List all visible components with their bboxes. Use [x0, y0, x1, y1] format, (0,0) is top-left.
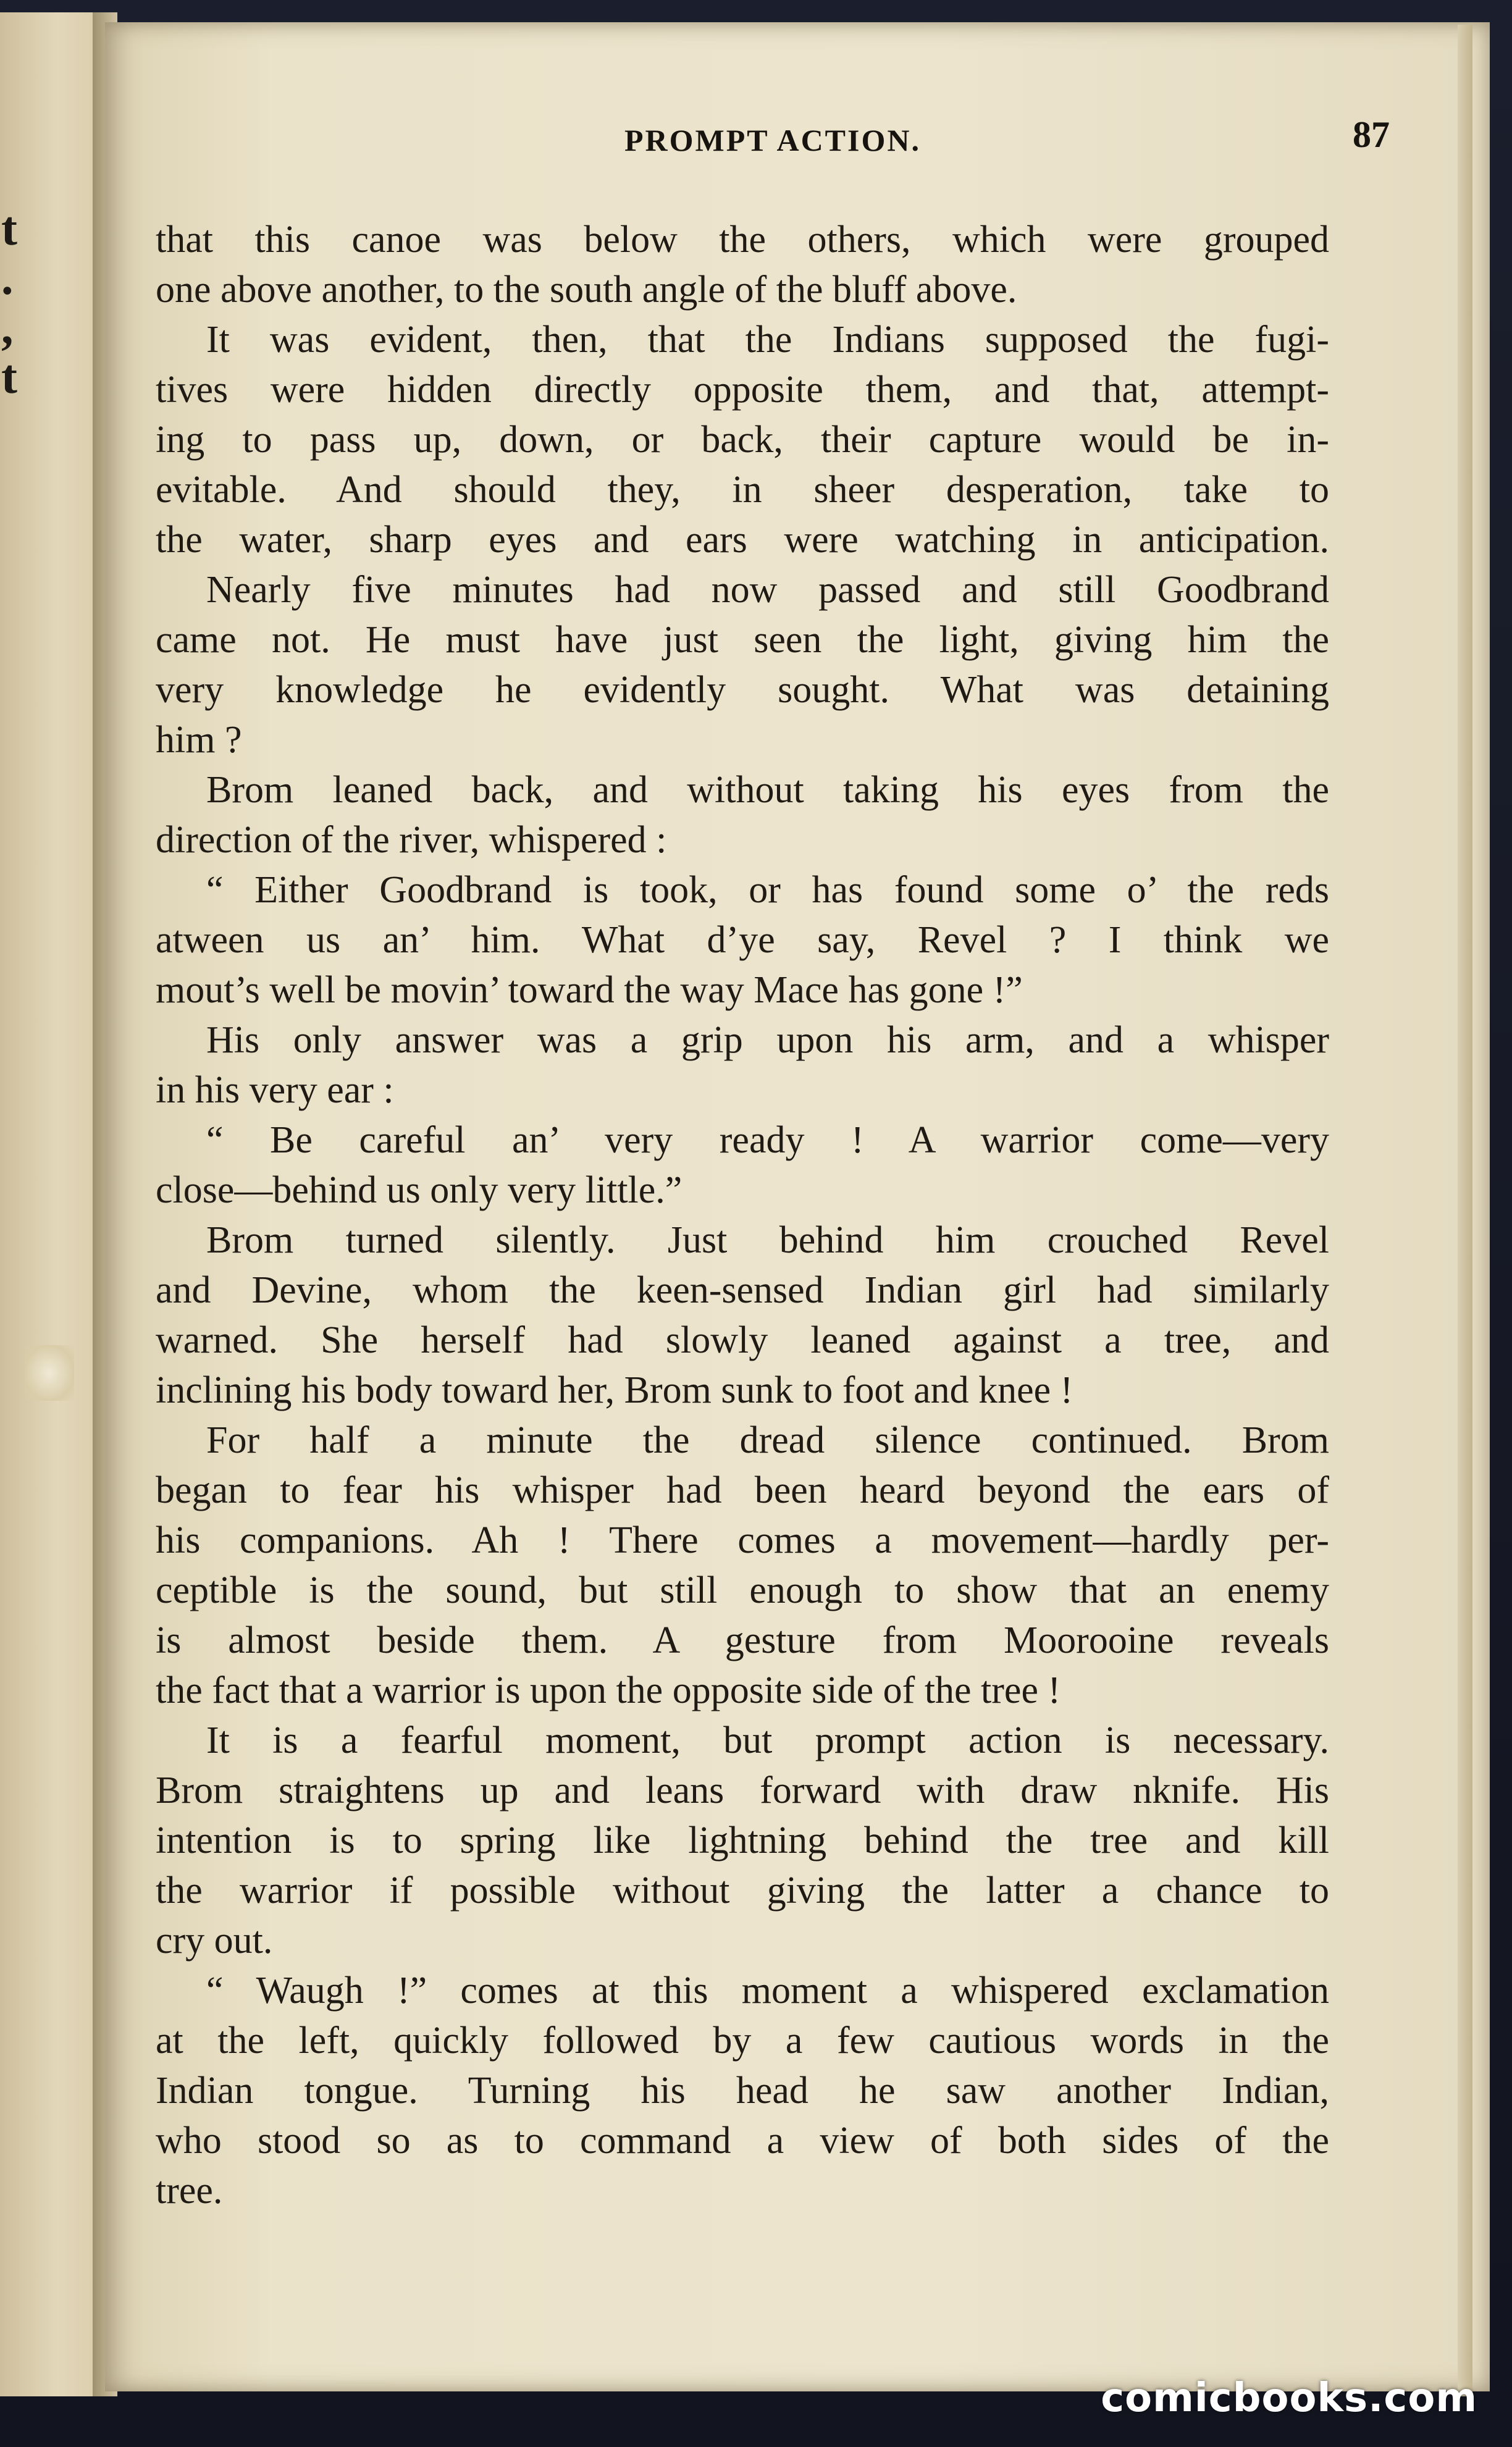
text-line: It is a fearful moment, but prompt action is necessary. — [206, 1719, 1329, 1761]
text-line: “ Be careful an’ very ready ! A warrior come—very — [206, 1119, 1329, 1161]
text-line: in his very ear : — [156, 1069, 394, 1111]
text-line: “ Either Goodbrand is took, or has found some o’ the reds — [206, 869, 1329, 911]
left-fragment: . — [1, 251, 14, 304]
text-line: Indian tongue. Turning his head he saw another Indian, — [156, 2070, 1329, 2112]
text-line: and Devine, whom the keen-sensed Indian girl had similarly — [156, 1269, 1329, 1311]
text-line: tives were hidden directly opposite them, and that, attempt- — [156, 369, 1329, 411]
page-fold-mark — [25, 1345, 74, 1401]
text-line: the fact that a warrior is upon the opposite side of the tree ! — [156, 1669, 1061, 1711]
left-page-text-fragments — [1, 201, 26, 403]
book-page — [105, 22, 1490, 2391]
left-fragment: t — [1, 350, 17, 403]
left-fragment: t — [1, 201, 17, 255]
text-line: very knowledge he evidently sought. What was detaining — [156, 669, 1329, 711]
text-line: him ? — [156, 719, 242, 761]
text-line: Brom turned silently. Just behind him crouched Revel — [206, 1219, 1329, 1261]
text-line: is almost beside them. A gesture from Moorooine reveals — [156, 1619, 1329, 1661]
text-line: cry out. — [156, 1920, 273, 1962]
body-text — [156, 215, 1329, 2216]
text-line: at the left, quickly followed by a few cautious words in the — [156, 2020, 1329, 2062]
text-line: warned. She herself had slowly leaned against a tree, and — [156, 1319, 1329, 1361]
text-line: atween us an’ him. What d’ye say, Revel ? I think we — [156, 919, 1329, 961]
text-line: Nearly five minutes had now passed and still Goodbrand — [206, 569, 1329, 611]
text-line: ceptible is the sound, but still enough to show that an enemy — [156, 1569, 1329, 1611]
text-line: came not. He must have just seen the light, giving him the — [156, 619, 1329, 661]
text-line: evitable. And should they, in sheer desperation, take to — [156, 469, 1329, 511]
text-line: direction of the river, whispered : — [156, 819, 667, 861]
page-number: 87 — [1353, 114, 1390, 155]
text-line: Brom straightens up and leans forward with draw nknife. His — [156, 1769, 1329, 1811]
text-line: His only answer was a grip upon his arm, and a whisper — [206, 1019, 1329, 1061]
page-edge — [1458, 25, 1472, 2396]
text-line: It was evident, then, that the Indians supposed the fugi- — [206, 319, 1329, 361]
text-line: close—behind us only very little.” — [156, 1169, 682, 1211]
text-line: inclining his body toward her, Brom sunk to foot and knee ! — [156, 1369, 1073, 1411]
text-line: tree. — [156, 2170, 223, 2212]
text-line: his companions. Ah ! There comes a movement—hardly per- — [156, 1519, 1329, 1561]
text-line: one above another, to the south angle of the bluff above. — [156, 269, 1017, 311]
text-line: intention is to spring like lightning behind the tree and kill — [156, 1820, 1329, 1861]
text-line: “ Waugh !” comes at this moment a whispered exclamation — [206, 1970, 1329, 2012]
text-line: mout’s well be movin’ toward the way Mace has gone !” — [156, 969, 1023, 1011]
text-line: ing to pass up, down, or back, their capture would be in- — [156, 419, 1329, 461]
watermark-logo-text: comicbooks.com — [1101, 2375, 1477, 2421]
left-fragment: , — [1, 300, 14, 354]
text-line: that this canoe was below the others, which were grouped — [156, 219, 1329, 261]
text-line: For half a minute the dread silence continued. Brom — [206, 1419, 1329, 1461]
running-header: PROMPT ACTION. — [624, 123, 921, 157]
text-line: the warrior if possible without giving the latter a chance to — [156, 1870, 1329, 1912]
text-line: Brom leaned back, and without taking his eyes from the — [206, 769, 1329, 811]
text-line: the water, sharp eyes and ears were watching in anticipation. — [156, 519, 1329, 561]
text-line: began to fear his whisper had been heard beyond the ears of — [156, 1469, 1329, 1511]
text-line: who stood so as to command a view of both sides of the — [156, 2120, 1329, 2162]
